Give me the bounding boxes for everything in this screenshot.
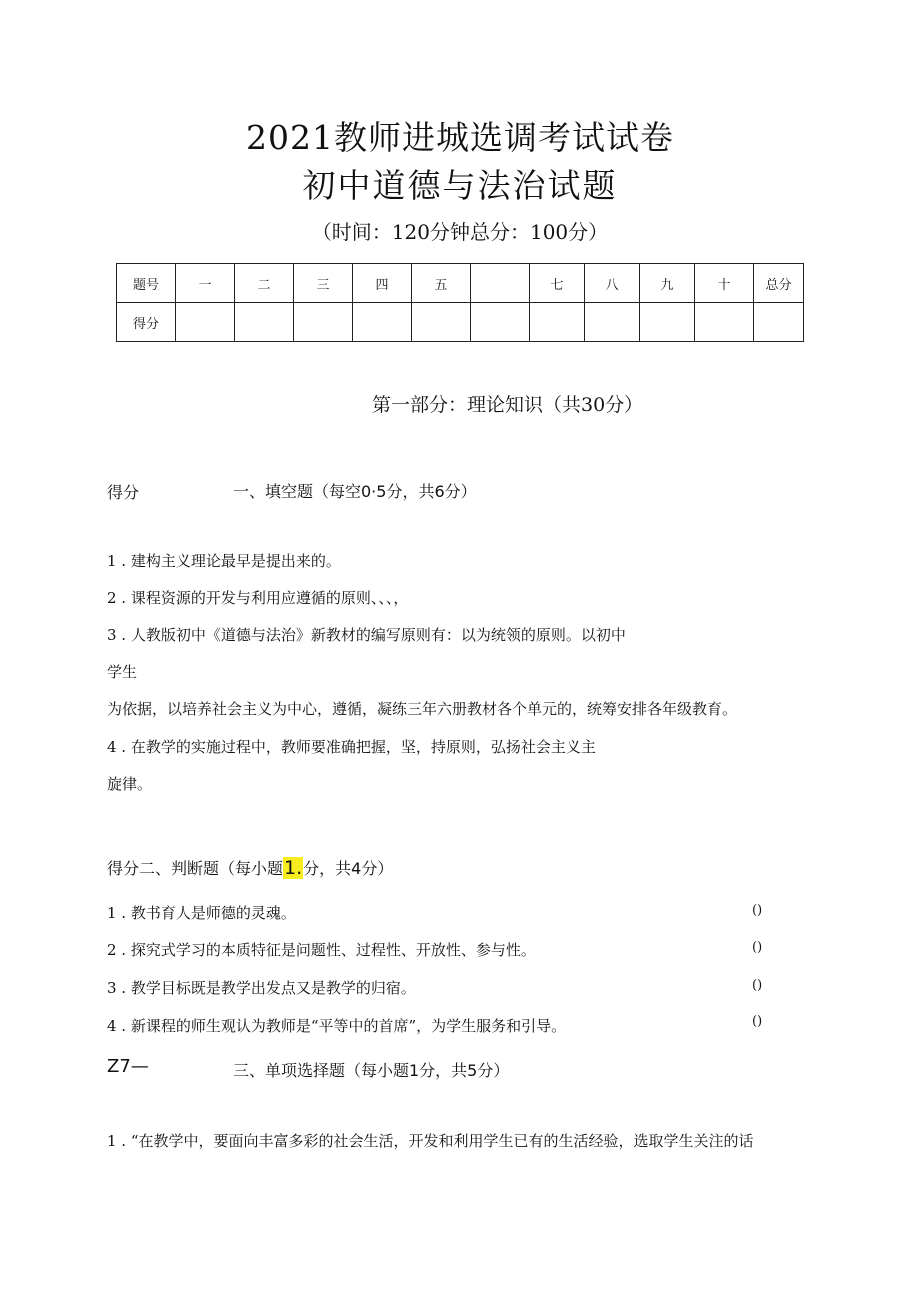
score-input-cell[interactable] [471, 303, 530, 342]
question-item: 2 . 探究式学习的本质特征是问题性、过程性、开放性、参与性。 [107, 941, 536, 959]
highlighted-score: 1. [284, 857, 303, 879]
section2-heading-suffix: 分，共4分） [303, 859, 394, 878]
score-input-cell[interactable] [294, 303, 353, 342]
score-input-cell[interactable] [695, 303, 754, 342]
question-item: 1 . “在教学中，要面向丰富多彩的社会生活，开发和利用学生已有的生活经验，选取学生关注的话 [107, 1132, 754, 1150]
table-cell: 总分 [754, 264, 804, 303]
section1-score-label: 得分 [107, 483, 140, 502]
question-item: 为依据，以培养社会主义为中心，遵循，凝练三年六册教材各个单元的，统筹安排各年级教育。 [107, 700, 738, 718]
answer-parentheses[interactable]: () [752, 1014, 763, 1029]
score-table-score-row [117, 303, 804, 342]
score-input-cell[interactable] [585, 303, 640, 342]
table-cell: 七 [530, 264, 585, 303]
score-table-header-row [117, 264, 804, 303]
section3-heading: 三、单项选择题（每小题1分，共5分） [233, 1061, 510, 1080]
score-input-cell[interactable] [353, 303, 412, 342]
answer-parentheses[interactable]: () [752, 940, 763, 955]
section2-heading [107, 856, 393, 879]
table-cell: 十 [695, 264, 754, 303]
score-input-cell[interactable] [176, 303, 235, 342]
table-cell: 九 [640, 264, 695, 303]
table-cell: 得分 [117, 303, 176, 342]
score-input-cell[interactable] [530, 303, 585, 342]
question-item: 3 . 教学目标既是教学出发点又是教学的归宿。 [107, 979, 416, 997]
table-cell: 五 [412, 264, 471, 303]
question-item: 3 . 人教版初中《道德与法治》新教材的编写原则有：以为统领的原则。以初中 [107, 626, 626, 644]
answer-parentheses[interactable]: () [752, 978, 763, 993]
question-item: 4 . 在教学的实施过程中，教师要准确把握，坚，持原则，弘扬社会主义主 [107, 738, 596, 756]
part-one-heading: 第一部分：理论知识（共30分） [372, 394, 644, 416]
score-input-cell[interactable] [640, 303, 695, 342]
section2-heading-prefix: 得分二、判断题（每小题 [107, 859, 284, 878]
question-item: 学生 [107, 663, 138, 681]
question-item: 1 . 教书育人是师德的灵魂。 [107, 904, 296, 922]
table-cell: 二 [235, 264, 294, 303]
section1-heading: 一、填空题（每空0·5分，共6分） [233, 482, 477, 501]
table-cell: 题号 [117, 264, 176, 303]
table-cell: 四 [353, 264, 412, 303]
score-input-cell[interactable] [412, 303, 471, 342]
question-item: 1 . 建构主义理论最早是提出来的。 [107, 552, 341, 570]
question-item: 旋律。 [107, 775, 153, 793]
score-input-cell[interactable] [754, 303, 804, 342]
exam-time-info: （时间：120分钟总分：100分） [311, 220, 609, 244]
exam-title: 2021教师进城选调考试试卷 [246, 118, 674, 157]
exam-subject: 初中道德与法治试题 [302, 166, 618, 205]
section3-score-mark: Z7— [107, 1056, 149, 1077]
answer-parentheses[interactable]: () [752, 903, 763, 918]
table-cell: 一 [176, 264, 235, 303]
question-item: 2 . 课程资源的开发与利用应遵循的原则、、、， [107, 589, 409, 607]
table-cell [471, 264, 530, 303]
score-input-cell[interactable] [235, 303, 294, 342]
score-table [116, 263, 804, 342]
question-item: 4 . 新课程的师生观认为教师是“平等中的首席”，为学生服务和引导。 [107, 1017, 567, 1035]
table-cell: 八 [585, 264, 640, 303]
table-cell: 三 [294, 264, 353, 303]
